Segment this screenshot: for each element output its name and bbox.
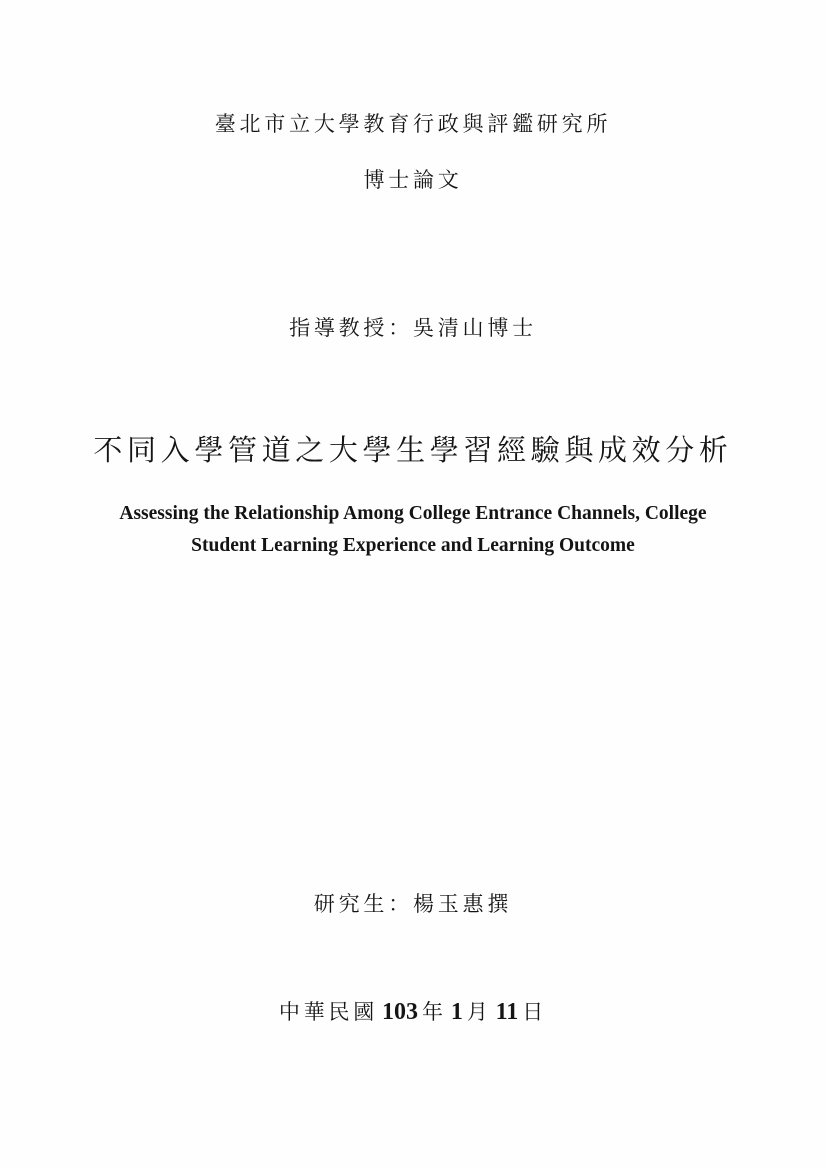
date-year: 103 bbox=[382, 999, 419, 1025]
author-line: 研究生：楊玉惠撰 bbox=[313, 892, 513, 916]
institute-name: 臺北市立大學教育行政與評鑑研究所 bbox=[214, 112, 612, 136]
date-day: 11 bbox=[495, 999, 519, 1025]
advisor-line: 指導教授：吳清山博士 bbox=[289, 316, 537, 340]
publication-date bbox=[0, 996, 826, 1026]
thesis-title-chinese: 不同入學管道之大學生學習經驗與成效分析 bbox=[93, 433, 733, 467]
date-year-unit: 年 bbox=[422, 1000, 447, 1024]
thesis-title-english-line-2: Student Learning Experience and Learning Outcome bbox=[191, 534, 635, 556]
date-day-unit: 日 bbox=[522, 1000, 548, 1024]
thesis-title-english-line-1: Assessing the Relationship Among College Entrance Channels, College bbox=[119, 503, 707, 524]
date-month-unit: 月 bbox=[466, 1000, 492, 1024]
date-prefix: 中華民國 bbox=[278, 1000, 379, 1024]
degree-type: 博士論文 bbox=[363, 168, 463, 192]
thesis-title-english bbox=[110, 498, 716, 561]
date-month: 1 bbox=[450, 999, 463, 1025]
